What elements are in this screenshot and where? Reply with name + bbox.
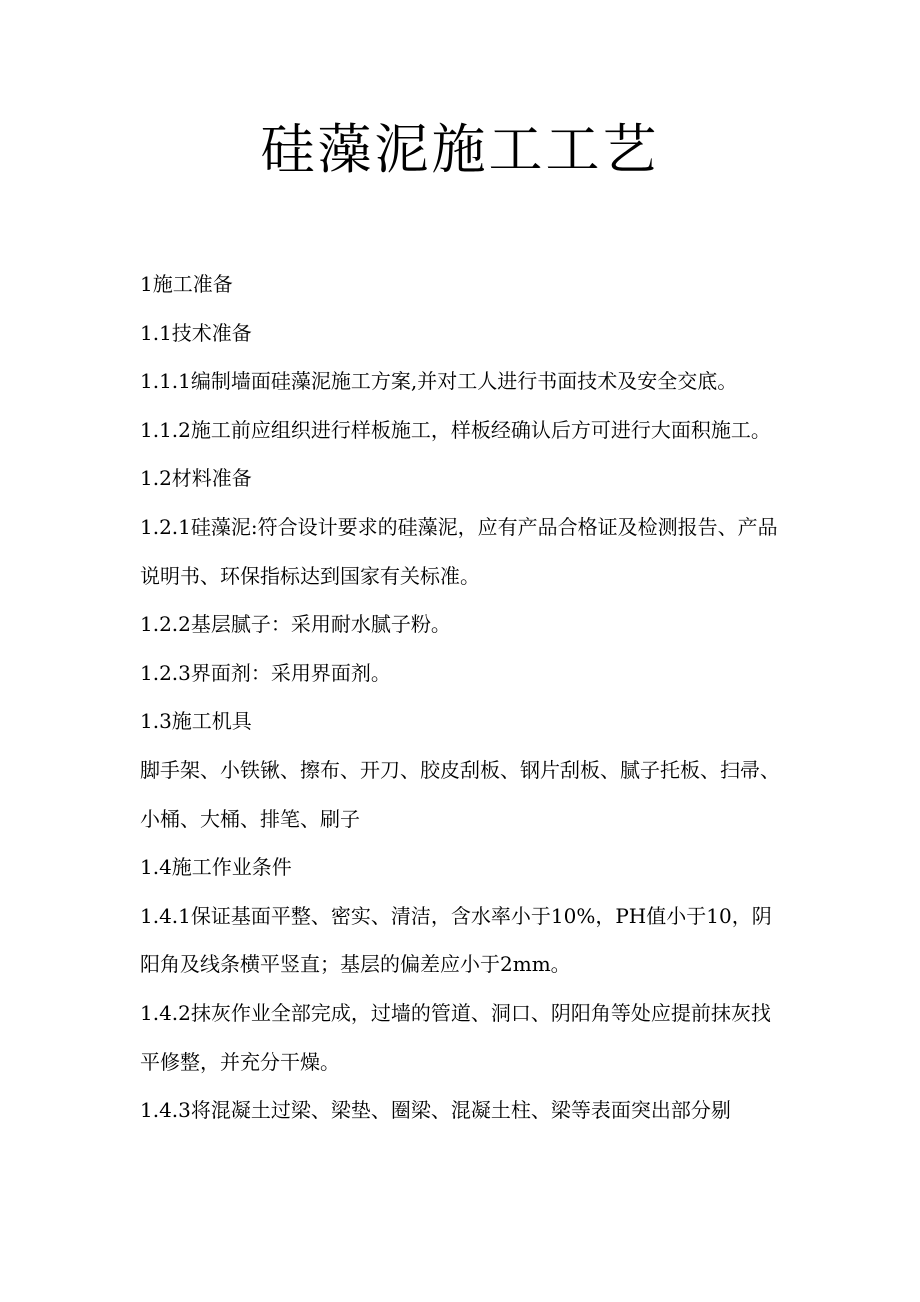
- heading-1-1: 1.1技术准备: [140, 320, 252, 345]
- paragraph-1-4-1: 1.4.1保证基面平整、密实、清洁，含水率小于10%，PH值小于10，阴阳角及线条横平竖直；基层的偏差应小于2mm。: [140, 903, 772, 977]
- paragraph-tools-list: 脚手架、小铁锹、擦布、开刀、胶皮刮板、钢片刮板、腻子托板、扫帚、小桶、大桶、排笔、刷子: [140, 757, 780, 831]
- paragraph-1-4-3: 1.4.3将混凝土过梁、梁垫、圈梁、混凝土柱、梁等表面突出部分剔: [140, 1098, 731, 1123]
- heading-1-4: 1.4施工作业条件: [140, 855, 292, 880]
- paragraph-1-2-1: 1.2.1硅藻泥:符合设计要求的硅藻泥，应有产品合格证及检测报告、产品说明书、环保指标达到国家有关标准。: [140, 514, 778, 588]
- document-title: 硅藻泥施工工艺: [260, 118, 660, 181]
- heading-1-2: 1.2材料准备: [140, 466, 252, 491]
- heading-1-3: 1.3施工机具: [140, 709, 252, 734]
- document-body: [140, 260, 790, 1135]
- paragraph-1-2-3: 1.2.3界面剂：采用界面剂。: [140, 660, 391, 685]
- paragraph-1-1-1: 1.1.1编制墙面硅藻泥施工方案,并对工人进行书面技术及安全交底。: [140, 369, 738, 394]
- heading-1: 1施工准备: [140, 272, 233, 296]
- paragraph-1-4-2: 1.4.2抹灰作业全部完成，过墙的管道、洞口、阴阳角等处应提前抹灰找平修整，并充分干燥。: [140, 1000, 771, 1074]
- paragraph-1-2-2: 1.2.2基层腻子：采用耐水腻子粉。: [140, 612, 451, 637]
- paragraph-1-1-2: 1.1.2施工前应组织进行样板施工，样板经确认后方可进行大面积施工。: [140, 417, 771, 442]
